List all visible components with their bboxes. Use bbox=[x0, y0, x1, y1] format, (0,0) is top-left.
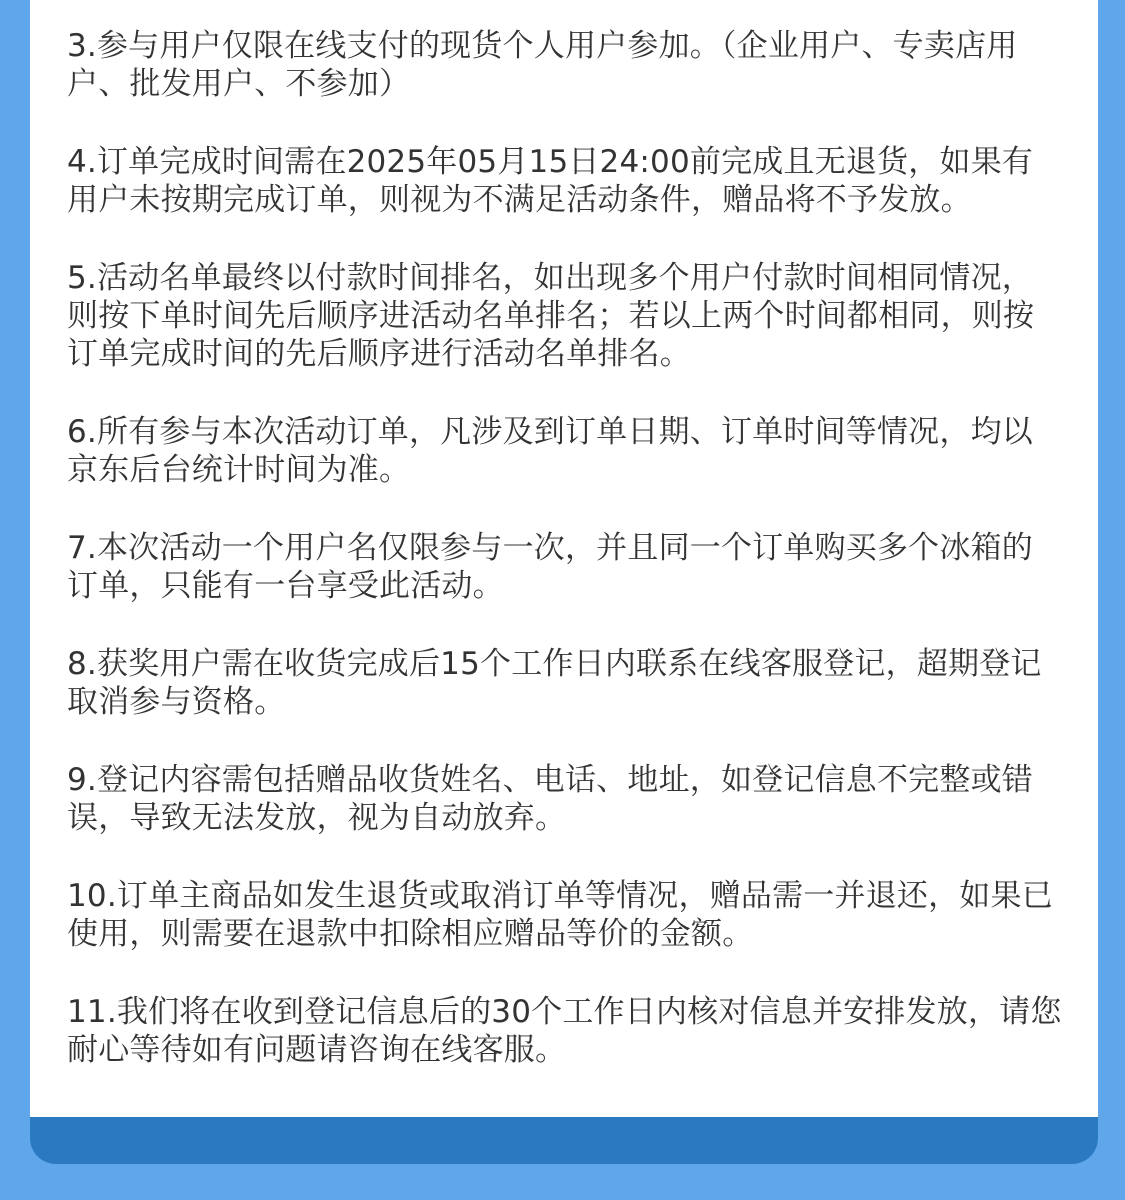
rule-item-3: 3.参与用户仅限在线支付的现货个人用户参加。（企业用户、专卖店用户、批发用户、不参加） bbox=[67, 28, 1018, 102]
rule-item-10: 10.订单主商品如发生退货或取消订单等情况，赠品需一并退还，如果已使用，则需要在退款中扣除相应赠品等价的金额。 bbox=[67, 878, 1053, 952]
rules-list bbox=[67, 27, 1062, 1109]
rule-item-11: 11.我们将在收到登记信息后的30个工作日内核对信息并安排发放，请您耐心等待如有问题请咨询在线客服。 bbox=[67, 994, 1062, 1068]
rule-item-4: 4.订单完成时间需在2025年05月15日24:00前完成且无退货，如果有用户未按期完成订单，则视为不满足活动条件，赠品将不予发放。 bbox=[67, 144, 1034, 218]
rule-item-5: 5.活动名单最终以付款时间排名，如出现多个用户付款时间相同情况，则按下单时间先后顺序进活动名单排名；若以上两个时间都相同，则按订单完成时间的先后顺序进行活动名单排名。 bbox=[67, 260, 1035, 372]
rule-item-7: 7.本次活动一个用户名仅限参与一次，并且同一个订单购买多个冰箱的订单，只能有一台享受此活动。 bbox=[67, 530, 1033, 604]
rule-item-9: 9.登记内容需包括赠品收货姓名、电话、地址，如登记信息不完整或错误，导致无法发放，视为自动放弃。 bbox=[67, 762, 1033, 836]
rule-item-8: 8.获奖用户需在收货完成后15个工作日内联系在线客服登记，超期登记取消参与资格。 bbox=[67, 646, 1042, 720]
rule-item-6: 6.所有参与本次活动订单，凡涉及到订单日期、订单时间等情况，均以京东后台统计时间为准。 bbox=[67, 414, 1033, 488]
